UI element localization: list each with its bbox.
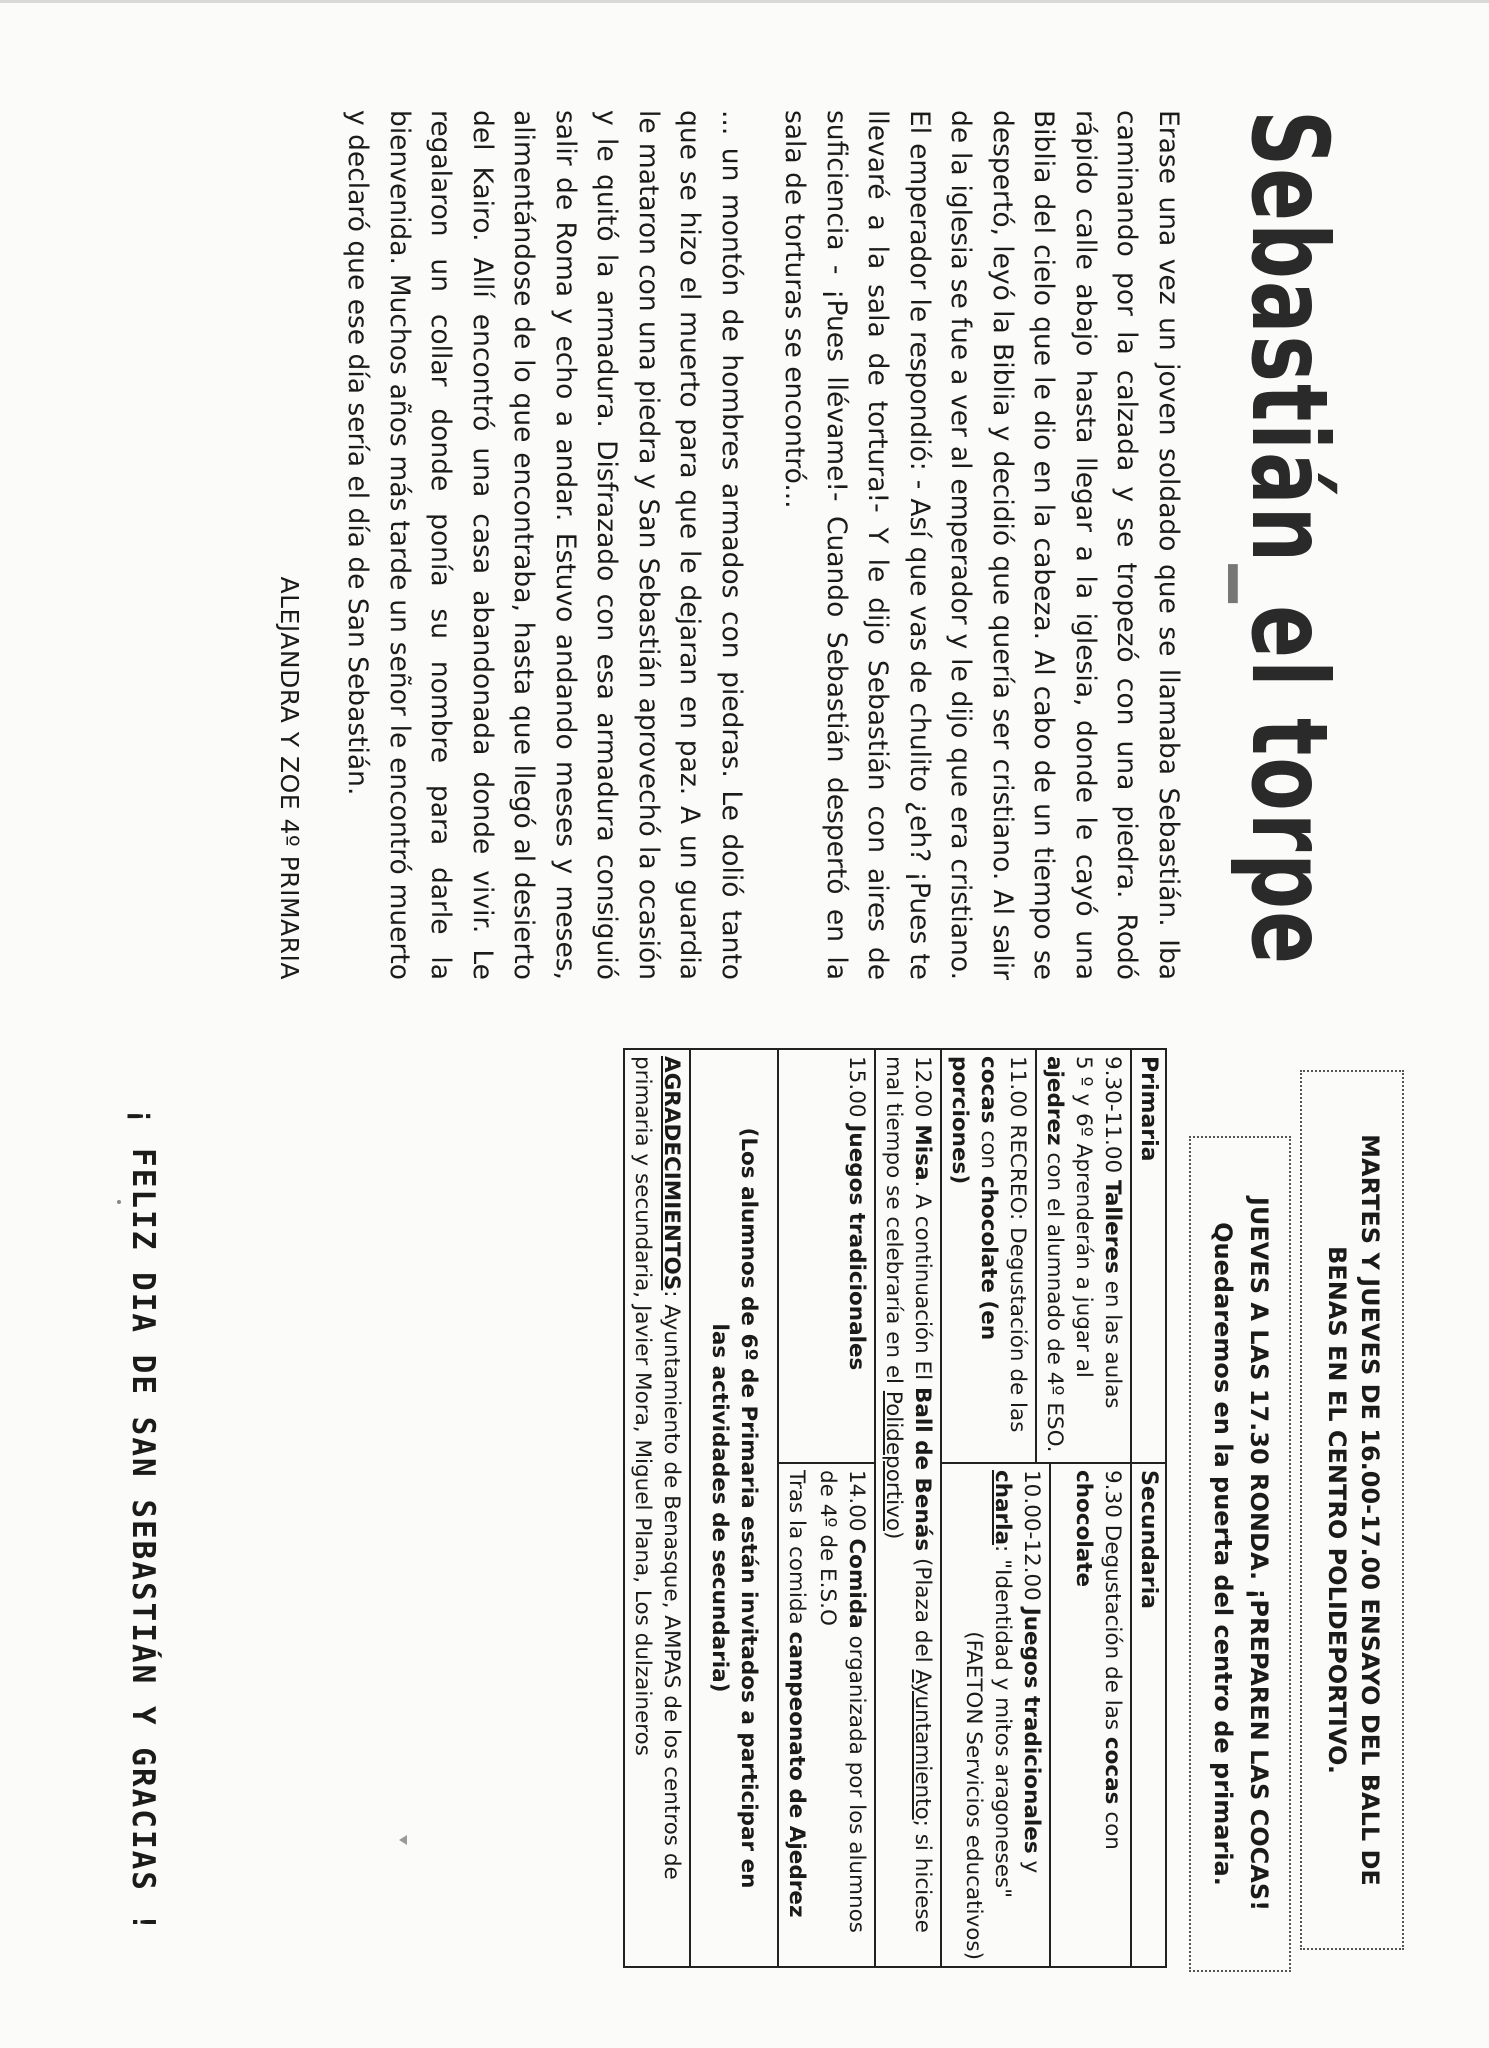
header-secundaria: Secundaria	[1131, 1463, 1166, 1967]
table-row	[778, 1049, 875, 1967]
cell-agradecimientos: AGRADECIMIENTOS: Ayuntamiento de Benasque, AMPAS de los centros de primaria y secundaria, Javier Mora, Miguel Plana, Los dulzaineros	[624, 1049, 690, 1967]
cell-secundaria-morning: 9.30 Degustación de las cocas con chocolate 10.00-12.00 Juegos tradicionales y charla: "Identidad y mitos aragoneses" (FAETON Servicios educativos)	[941, 1463, 1131, 1967]
table-row	[624, 1049, 690, 1967]
ronda-notice	[1189, 1136, 1291, 1972]
table-row	[690, 1049, 778, 1967]
story-title-word3: torpe	[1227, 717, 1349, 967]
cell-secundaria-comida: 14.00 Comida organizada por los alumnos de 4º de E.S.O Tras la comida campeonato de Ajedrez	[778, 1463, 875, 1967]
ensayo-line-2: BENAS EN EL CENTRO POLIDEPORTIVO.	[1323, 1246, 1351, 1774]
ensayo-notice	[1300, 1070, 1404, 1950]
ronda-line-2: Quedaremos en la puerta del centro de primaria.	[1209, 1222, 1237, 1886]
header-primaria: Primaria	[1131, 1049, 1166, 1463]
table-row	[875, 1049, 941, 1967]
scan-dot	[117, 1200, 121, 1204]
ronda-line-1: JUEVES A LAS 17.30 RONDA. ¡PREPAREN LAS COCAS!	[1245, 1196, 1273, 1912]
story-title: Sebastián_el torpe	[1227, 110, 1349, 967]
closing-message: ¡ FELIZ DIA DE SAN SEBASTIÁN Y GRACIAS !	[125, 1106, 161, 1934]
table-row	[1131, 1049, 1166, 1967]
schedule-table	[623, 1048, 1167, 1968]
cell-secundaria-juegos: 10.00-12.00 Juegos tradicionales y charla: "Identidad y mitos aragoneses" (FAETON Servicios educativos)	[959, 1464, 1051, 1966]
story-title-word1: Sebastián	[1227, 110, 1349, 565]
cell-primaria-recreo: 11.00 RECREO: Degustación de las cocas con chocolate (en porciones)	[941, 1049, 1036, 1463]
cell-primaria-juegos: 15.00 Juegos tradicionales	[778, 1049, 875, 1463]
scan-mark	[399, 1835, 407, 1845]
story-paragraph-1: Erase una vez un joven soldado que se llamaba Sebastián. Iba caminando por la calzada y se tropezó con una piedra. Rodó rápido calle abajo hasta llegar a la iglesia, donde le cayó una Biblia del cielo que le dio en la cabeza. Al cabo de un tiempo se despertó, leyó la Biblia y decidió que quería ser cristiano. Al salir de la iglesia se fue a ver al emperador y le dijo que era cristiano. El emperador le respondió: - Así que vas de chulito ¿eh? ¡Pues te llevaré a la sala de tortura!- Y le dijo Sebastián con aires de suficiencia - ¡Pues llévame!- Cuando Sebastián despertó en la sala de torturas se encontró...	[779, 110, 1184, 980]
cell-primaria-talleres: 9.30-11.00 Talleres en las aulas 5 º y 6º Aprenderán a jugar al ajedrez con el alumnado de 4º ESO.	[1036, 1049, 1131, 1463]
cell-invitation: (Los alumnos de 6º de Primaria están invitados a participar en las actividades de secundaria)	[690, 1049, 778, 1967]
cell-misa-ball: 12.00 Misa. A continuación El Ball de Benás (Plaza del Ayuntamiento; si hiciese mal tiempo se celebraría en el Polideportivo)	[875, 1049, 941, 1967]
story-paragraph-2: ... un montón de hombres armados con piedras. Le dolió tanto que se hizo el muerto para que le dejaran en paz. A un guardia le mataron con una piedra y San Sebastián aprovechó la ocasión y le quitó la armadura. Disfrazado con esa armadura consiguió salir de Roma y echo a andar. Estuvo andando meses y meses, alimentándose de lo que encontraba, hasta que llegó al desierto del Kairo. Allí encontró una casa abandonada donde vivir. Le regalaron un collar donde ponía su nombre para darle la bienvenida. Muchos años más tarde un señor le encontró muerto y declaró que ese día sería el día de San Sebastián.	[342, 110, 747, 980]
story-title-word2: el	[1227, 605, 1349, 689]
ensayo-line-1: MARTES Y JUEVES DE 16.00-17.00 ENSAYO DEL BALL DE	[1356, 1134, 1384, 1886]
story-author: ALEJANDRA Y ZOE 4º PRIMARIA	[275, 576, 304, 980]
table-row	[1036, 1049, 1131, 1967]
story-body	[315, 110, 1189, 980]
